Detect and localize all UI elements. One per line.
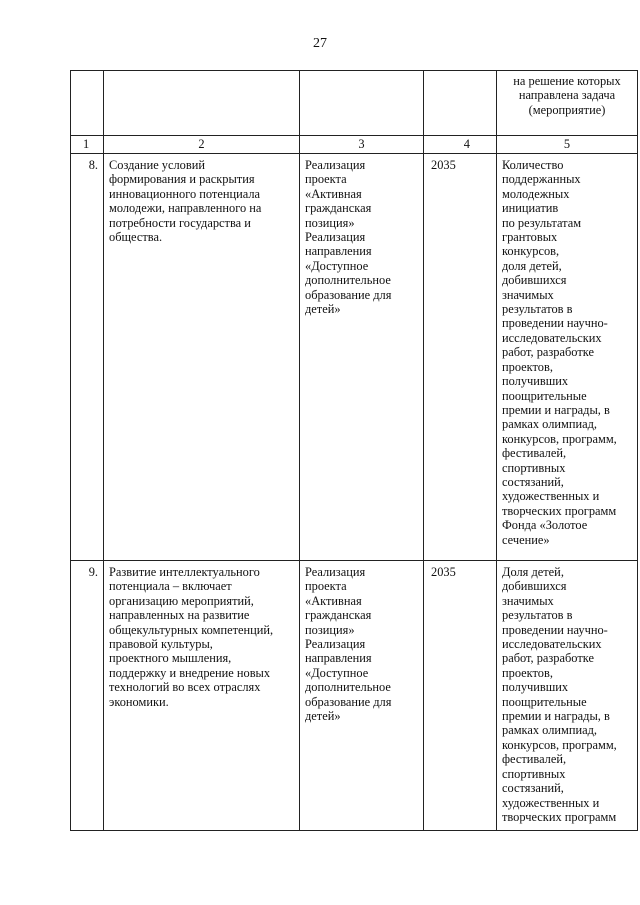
cell-line: значимых	[502, 593, 554, 608]
column-number: 2	[104, 136, 300, 154]
cell-line: молодежи, направленного на	[109, 201, 262, 216]
cell-line: Создание условий	[109, 158, 205, 172]
cell-line: проекта	[305, 172, 347, 187]
cell-line: спортивных	[502, 460, 566, 475]
cell-line: Развитие интеллектуального	[109, 565, 260, 579]
indicators-cell	[497, 561, 638, 831]
cell-line: Реализация	[305, 637, 366, 652]
cell-line: общества.	[109, 230, 163, 245]
cell-line: проведении научно-	[502, 622, 608, 637]
cell-line: проведении научно-	[502, 316, 608, 331]
cell-line: Реализация	[305, 158, 366, 172]
cell-line: образование для	[305, 694, 392, 709]
cell-line: творческих программ	[502, 809, 617, 824]
header-line: направлена задача	[518, 88, 616, 103]
header-cell-3	[300, 71, 424, 136]
implementation-cell	[300, 154, 424, 561]
header-cell-5	[497, 71, 638, 136]
cell-line: детей»	[305, 302, 341, 317]
cell-line: творческих программ	[502, 503, 617, 518]
cell-line: проектов,	[502, 359, 553, 374]
implementation-cell	[300, 561, 424, 831]
cell-line: направления	[305, 651, 372, 666]
header-line: (мероприятие)	[528, 102, 606, 117]
header-cell-4	[424, 71, 497, 136]
cell-line: грантовых	[502, 230, 558, 245]
year-value: 2035	[431, 158, 456, 172]
year-cell	[424, 561, 497, 831]
cell-line: потребности государства и	[109, 215, 251, 230]
cell-line: поддержанных	[502, 172, 581, 187]
year-value: 2035	[431, 565, 456, 579]
cell-line: исследовательских	[502, 330, 602, 345]
column-number-row	[71, 136, 638, 154]
cell-line: направления	[305, 244, 372, 259]
cell-line: работ, разработке	[502, 651, 594, 666]
cell-line: Реализация	[305, 565, 366, 579]
cell-line: молодежных	[502, 186, 570, 201]
cell-line: дополнительное	[305, 680, 391, 695]
cell-line: конкурсов,	[502, 244, 560, 259]
cell-line: сечение»	[502, 532, 550, 547]
cell-line: проекта	[305, 579, 347, 594]
measures-table	[70, 70, 638, 831]
cell-line: работ, разработке	[502, 345, 594, 360]
cell-line: Количество	[502, 158, 564, 172]
cell-line: поощрительные	[502, 694, 587, 709]
cell-line: потенциала – включает	[109, 579, 232, 594]
cell-line: Доля детей,	[502, 565, 564, 579]
cell-line: художественных и	[502, 489, 600, 504]
task-description-cell	[104, 561, 300, 831]
table-row	[71, 154, 638, 561]
cell-line: «Активная	[305, 593, 362, 608]
cell-line: «Доступное	[305, 258, 369, 273]
cell-line: позиция»	[305, 622, 355, 637]
cell-line: гражданская	[305, 201, 372, 216]
cell-line: проектов,	[502, 665, 553, 680]
cell-line: добившихся	[502, 273, 567, 288]
cell-line: поощрительные	[502, 388, 587, 403]
header-cell-1	[71, 71, 104, 136]
row-number: 8.	[71, 154, 104, 561]
cell-line: фестивалей,	[502, 446, 567, 461]
cell-line: правовой культуры,	[109, 637, 213, 652]
header-cell-2	[104, 71, 300, 136]
cell-line: результатов в	[502, 608, 573, 623]
cell-line: поддержку и внедрение новых	[109, 665, 271, 680]
column-number: 4	[424, 136, 497, 154]
cell-line: рамках олимпиад,	[502, 417, 598, 432]
column-number: 5	[497, 136, 638, 154]
cell-line: получивших	[502, 680, 569, 695]
header-line: на решение которых	[513, 74, 621, 88]
cell-line: организацию мероприятий,	[109, 593, 254, 608]
cell-line: конкурсов, программ,	[502, 737, 617, 752]
cell-line: детей»	[305, 709, 341, 724]
table-row	[71, 561, 638, 831]
table-header-row	[71, 71, 638, 136]
cell-line: формирования и раскрытия	[109, 172, 255, 187]
page-number: 27	[313, 36, 327, 51]
cell-line: «Доступное	[305, 665, 369, 680]
cell-line: общекультурных компетенций,	[109, 622, 274, 637]
cell-line: по результатам	[502, 215, 582, 230]
cell-line: добившихся	[502, 579, 567, 594]
cell-line: состязаний,	[502, 474, 564, 489]
cell-line: гражданская	[305, 608, 372, 623]
cell-line: получивших	[502, 374, 569, 389]
row-number: 9.	[71, 561, 104, 831]
cell-line: позиция»	[305, 215, 355, 230]
cell-line: состязаний,	[502, 781, 564, 796]
cell-line: премии и награды, в	[502, 709, 610, 724]
cell-line: «Активная	[305, 186, 362, 201]
cell-line: премии и награды, в	[502, 402, 610, 417]
cell-line: инновационного потенциала	[109, 186, 261, 201]
cell-line: исследовательских	[502, 637, 602, 652]
indicators-cell	[497, 154, 638, 561]
cell-line: технологий во всех отраслях	[109, 680, 261, 695]
cell-line: фестивалей,	[502, 752, 567, 767]
cell-line: художественных и	[502, 795, 600, 810]
cell-line: дополнительное	[305, 273, 391, 288]
cell-line: образование для	[305, 287, 392, 302]
cell-line: инициатив	[502, 201, 559, 216]
task-description-cell	[104, 154, 300, 561]
cell-line: направленных на развитие	[109, 608, 250, 623]
cell-line: Реализация	[305, 230, 366, 245]
year-cell	[424, 154, 497, 561]
cell-line: Фонда «Золотое	[502, 518, 588, 533]
cell-line: спортивных	[502, 766, 566, 781]
cell-line: экономики.	[109, 694, 169, 709]
cell-line: доля детей,	[502, 258, 562, 273]
cell-line: рамках олимпиад,	[502, 723, 598, 738]
column-number: 1	[71, 136, 104, 154]
cell-line: результатов в	[502, 302, 573, 317]
cell-line: проектного мышления,	[109, 651, 232, 666]
cell-line: конкурсов, программ,	[502, 431, 617, 446]
column-number: 3	[300, 136, 424, 154]
cell-line: значимых	[502, 287, 554, 302]
